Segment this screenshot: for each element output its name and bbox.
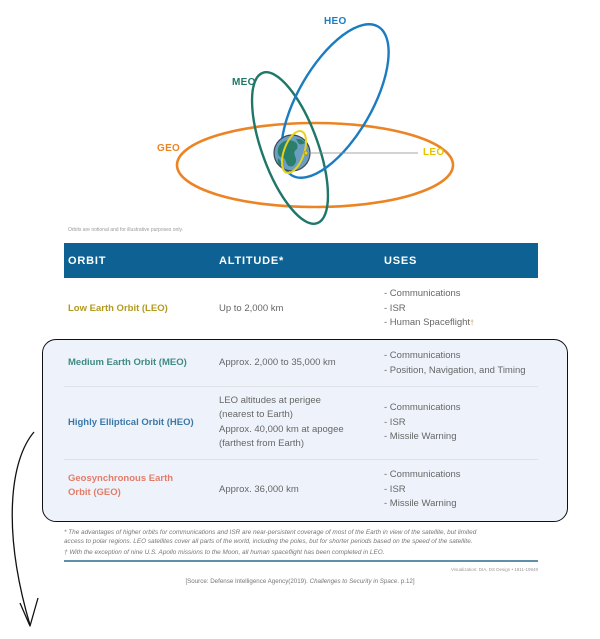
use-item: - Missile Warning bbox=[384, 431, 457, 442]
orbit-name-heo: Highly Elliptical Orbit (HEO) bbox=[68, 417, 194, 428]
meo-label: MEO bbox=[232, 77, 256, 88]
use-item: - Communications bbox=[384, 350, 461, 361]
uses-list-heo bbox=[384, 401, 461, 445]
altitude-heo: LEO altitudes at perigee (nearest to Earth) Approx. 40,000 km at apogee (farthest from Earth) bbox=[219, 395, 344, 449]
table-row-heo bbox=[64, 394, 538, 456]
use-item: - Communications bbox=[384, 469, 461, 480]
footnote-dagger: † With the exception of nine U.S. Apollo missions to the Moon, all human spaceflight has been completed in LEO. bbox=[64, 549, 385, 556]
uses-list-geo bbox=[384, 468, 461, 512]
footer-rule bbox=[64, 560, 538, 562]
orbit-diagram bbox=[0, 0, 600, 235]
use-item: - ISR bbox=[384, 416, 406, 428]
column-header-uses: USES bbox=[384, 254, 418, 267]
footnote-asterisk: * The advantages of higher orbits for communications and ISR are near-persistent coverage of most of the Earth in view of the satellite, but limited access to polar regions. LEO satellites cover all parts of the world, including the poles, but for shorter periods based on the speed of the satellite. bbox=[64, 529, 477, 545]
leo-satellite-dot bbox=[304, 151, 308, 155]
use-item: - Communications bbox=[384, 288, 461, 299]
geo-label: GEO bbox=[157, 143, 181, 154]
use-item: - Position, Navigation, and Timing bbox=[384, 364, 526, 376]
use-item: - Human Spaceflight† bbox=[384, 317, 474, 328]
leo-label: LEO bbox=[423, 147, 445, 158]
orbit-name-leo: Low Earth Orbit (LEO) bbox=[68, 303, 168, 314]
use-item: - Missile Warning bbox=[384, 498, 457, 509]
column-header-orbit: ORBIT bbox=[68, 254, 107, 267]
table-row-leo bbox=[64, 285, 538, 335]
uses-list-leo bbox=[384, 287, 474, 332]
column-header-altitude: ALTITUDE* bbox=[219, 254, 285, 267]
uses-list-meo bbox=[384, 349, 526, 378]
altitude-leo: Up to 2,000 km bbox=[219, 303, 284, 314]
curved-arrow-icon bbox=[0, 420, 100, 639]
dagger-mark: † bbox=[470, 320, 474, 327]
table-row-geo bbox=[64, 467, 538, 517]
use-item: - ISR bbox=[384, 302, 406, 314]
illustrative-note: Orbits are notional and for illustrative purposes only. bbox=[68, 227, 183, 233]
orbit-name-geo: Geosynchronous Earth Orbit (GEO) bbox=[68, 473, 174, 498]
altitude-meo: Approx. 2,000 to 35,000 km bbox=[219, 357, 336, 368]
use-item: - ISR bbox=[384, 483, 406, 495]
row-divider bbox=[64, 459, 538, 460]
table-header bbox=[64, 243, 538, 278]
visualization-credit: Visualization: DIA, DS Design • 1811-19948 bbox=[451, 567, 538, 572]
table-row-meo bbox=[64, 348, 538, 384]
row-divider bbox=[64, 386, 538, 387]
use-item: - Communications bbox=[384, 402, 461, 413]
heo-label: HEO bbox=[324, 16, 347, 27]
orbit-illustration bbox=[0, 0, 600, 235]
orbit-name-meo: Medium Earth Orbit (MEO) bbox=[68, 357, 187, 368]
source-citation: [Source: Defense Intelligence Agency(2019). Challenges to Security in Space. p.12] bbox=[185, 578, 415, 585]
altitude-geo: Approx. 36,000 km bbox=[219, 484, 299, 495]
